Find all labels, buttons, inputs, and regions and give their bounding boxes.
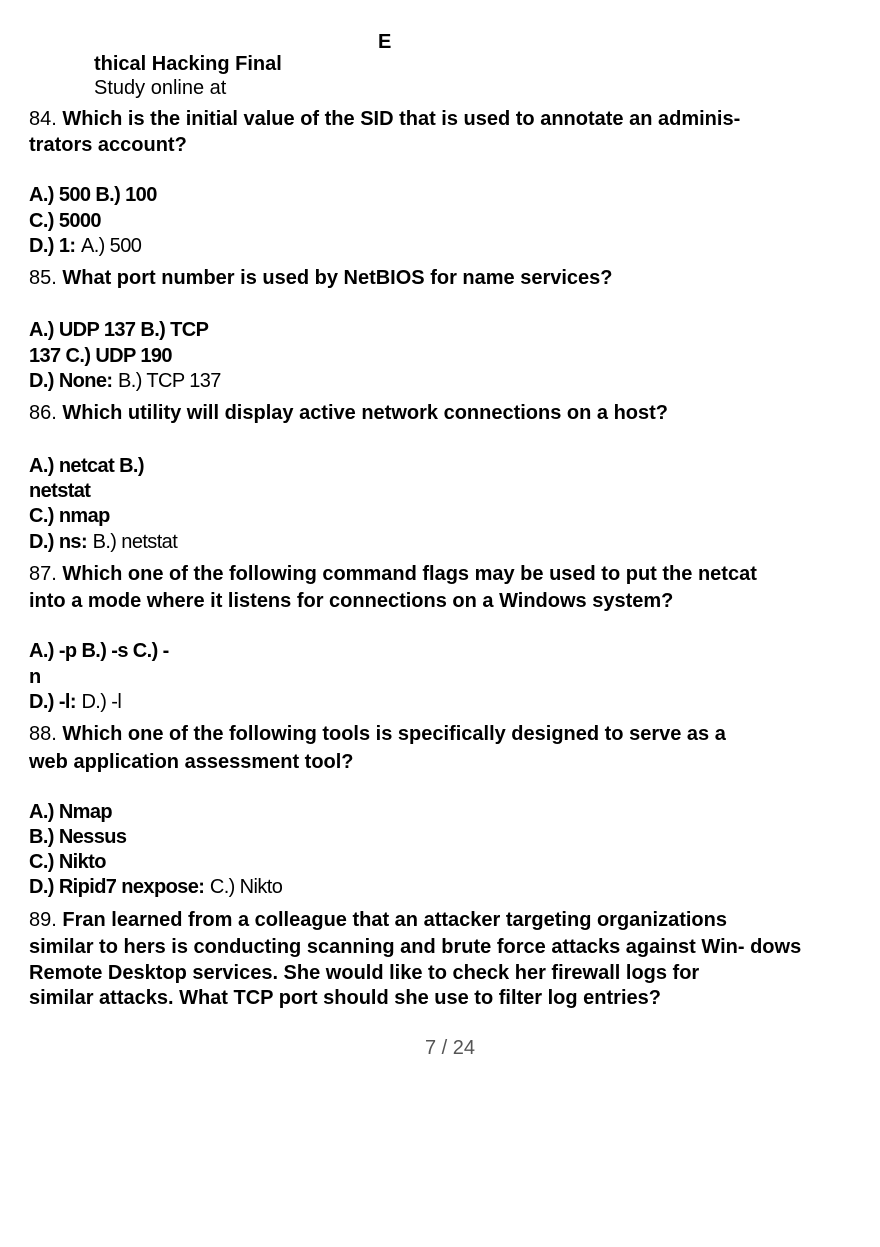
study-online-text: Study online at <box>94 77 227 99</box>
question-text-line: Remote Desktop services. She would like to check her firewall logs for <box>29 962 700 984</box>
question-number: 89. <box>29 909 57 931</box>
option-line: A.) Nmap <box>29 801 112 823</box>
header-letter: E <box>378 31 392 53</box>
option-d-label: D.) Ripid7 nexpose: <box>29 876 205 898</box>
option-d-label: D.) 1: <box>29 235 76 257</box>
question-text: Fran learned from a colleague that an attacker targeting organizations <box>62 909 727 931</box>
question-text-line: web application assessment tool? <box>29 751 354 773</box>
question-text-line: trators account? <box>29 134 187 156</box>
option-line: C.) 5000 <box>29 210 101 232</box>
answer-text: A.) 500 <box>80 235 142 257</box>
question-number: 84. <box>29 108 57 130</box>
answer-line <box>29 877 282 897</box>
option-d-label: D.) None: <box>29 370 113 392</box>
question-text-line: similar attacks. What TCP port should she use to filter log entries? <box>29 987 661 1009</box>
question-86 <box>29 403 668 423</box>
answer-text: B.) netstat <box>92 531 178 553</box>
question-88 <box>29 724 726 744</box>
question-text: Which is the initial value of the SID that is used to annotate an adminis- <box>62 108 741 130</box>
answer-text: B.) TCP 137 <box>118 370 221 392</box>
option-line: A.) UDP 137 B.) TCP <box>29 319 209 341</box>
question-number: 87. <box>29 563 57 585</box>
answer-line <box>29 692 121 712</box>
page-number: 7 / 24 <box>425 1037 476 1059</box>
question-text-line: into a mode where it listens for connections on a Windows system? <box>29 590 674 612</box>
question-text: Which one of the following tools is specifically designed to serve as a <box>62 723 726 745</box>
option-line: A.) 500 B.) 100 <box>29 184 157 206</box>
question-text: Which one of the following command flags may be used to put the netcat <box>62 563 757 585</box>
option-line: A.) -p B.) -s C.) - <box>29 640 169 662</box>
document-title: thical Hacking Final <box>94 53 282 75</box>
option-d-label: D.) ns: <box>29 531 88 553</box>
question-number: 88. <box>29 723 57 745</box>
answer-text: C.) Nikto <box>209 876 283 898</box>
answer-line <box>29 532 177 552</box>
option-d-label: D.) -l: <box>29 691 76 713</box>
question-text-line: similar to hers is conducting scanning and brute force attacks against Win- dows <box>29 936 802 958</box>
answer-line <box>29 236 141 256</box>
question-text: Which utility will display active network connections on a host? <box>62 402 669 424</box>
question-87 <box>29 564 757 584</box>
option-line: netstat <box>29 480 91 502</box>
question-89 <box>29 910 727 930</box>
question-85 <box>29 268 613 288</box>
question-number: 86. <box>29 402 57 424</box>
option-line: B.) Nessus <box>29 826 127 848</box>
answer-line <box>29 371 221 391</box>
question-84 <box>29 109 740 129</box>
option-line: 137 C.) UDP 190 <box>29 345 172 367</box>
option-line: n <box>29 666 41 688</box>
option-line: C.) nmap <box>29 505 110 527</box>
option-line: A.) netcat B.) <box>29 455 144 477</box>
question-text: What port number is used by NetBIOS for name services? <box>62 267 613 289</box>
question-number: 85. <box>29 267 57 289</box>
answer-text: D.) -l <box>81 691 122 713</box>
option-line: C.) Nikto <box>29 851 106 873</box>
